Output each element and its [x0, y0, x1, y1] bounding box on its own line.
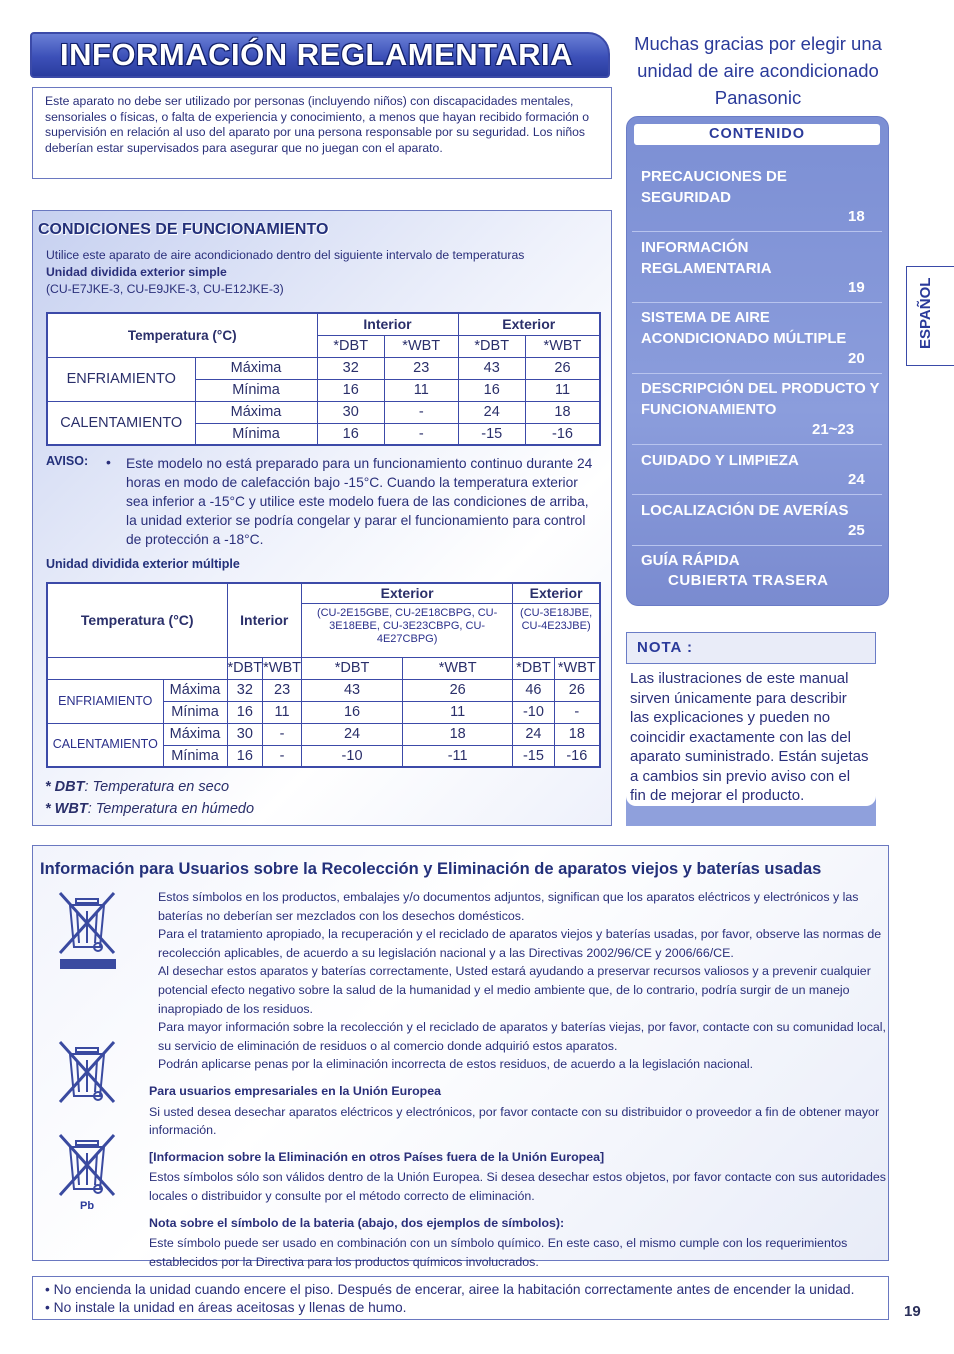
weee-bin-bar-icon — [56, 887, 122, 973]
toc-page: 20 — [848, 350, 865, 367]
toc-label: SISTEMA DE AIRE ACONDICIONADO MÚLTIPLE — [641, 310, 847, 347]
note-heading: NOTA : — [626, 632, 876, 664]
t2-temp-header: Temperatura (°C) — [47, 583, 227, 657]
disposal-paragraph: Para el tratamiento apropiado, la recuperación y el reciclado de aparatos viejos y baterías usadas, por favor, observe las normas de recolección aplicables, de acuerdo a su legislación nacional y a las Directivas 2002/96/CE y 2006/66/CE. — [158, 927, 882, 960]
toc-label: LOCALIZACIÓN DE AVERÍAS — [641, 502, 849, 519]
table-cell: - — [384, 423, 458, 445]
table-cell: - — [263, 745, 302, 767]
aviso-bullet: • — [106, 454, 111, 470]
table-cell: 23 — [263, 679, 302, 701]
contents-heading: CONTENIDO — [634, 124, 880, 145]
t2-dbt: *DBT — [513, 657, 554, 679]
note-text: Las ilustraciones de este manual sirven únicamente para describir las explicaciones y pueden no coincidir exactamente con las del aparato suministrado. Están sujetas a cambios sin previo aviso con el fin de mejorar el producto. — [630, 670, 869, 804]
table-cell: 26 — [403, 679, 513, 701]
def-dbt-text: : Temperatura en seco — [84, 779, 230, 795]
language-label: ESPAÑOL — [917, 277, 934, 349]
t2-dbt: *DBT — [227, 657, 263, 679]
toc-page: 18 — [848, 208, 865, 225]
def-wbt-term: * WBT — [45, 801, 88, 817]
table-cell: -11 — [403, 745, 513, 767]
t2-max-label: Máxima — [163, 723, 227, 745]
multi-unit-label: Unidad dividida exterior múltiple — [46, 557, 240, 571]
outside-eu-heading: [Informacion sobre la Eliminación en otros Países fuera de la Unión Europea] — [149, 1149, 605, 1164]
t1-min-label: Mínima — [195, 423, 317, 445]
t2-dbt: *DBT — [302, 657, 403, 679]
t1-max-label: Máxima — [195, 357, 317, 379]
table-cell: 43 — [302, 679, 403, 701]
abbreviation-definitions — [45, 776, 254, 820]
t1-exterior-header: Exterior — [458, 313, 600, 335]
disposal-paragraph: Estos símbolos en los productos, embalajes y/o documentos adjuntos, significan que los aparatos eléctricos y electrónicos y las baterías no deberían ser mezclados con los desechos domésticos. — [158, 890, 859, 923]
t2-max-label: Máxima — [163, 679, 227, 701]
toc-divider — [632, 302, 882, 303]
toc-divider — [632, 444, 882, 445]
table-cell: - — [554, 701, 600, 723]
language-tab — [906, 266, 954, 366]
disposal-subsections — [149, 1082, 889, 1271]
t2-min-label: Mínima — [163, 701, 227, 723]
toc-divider — [632, 494, 882, 495]
toc-page: CUBIERTA TRASERA — [668, 572, 829, 589]
multi-unit-table — [46, 582, 601, 768]
t2-wbt: *WBT — [403, 657, 513, 679]
table-cell: -16 — [554, 745, 600, 767]
table-cell: 30 — [317, 401, 384, 423]
t2-models-a: (CU-2E15GBE, CU-2E18CBPG, CU-3E18EBE, CU-3E23CBPG, CU-4E27CBPG) — [302, 603, 513, 657]
def-wbt-text: : Temperatura en húmedo — [87, 801, 255, 817]
disposal-paragraph: Al desechar estos aparatos y baterías correctamente, Usted estará ayudando a preservar recursos valiosos y a prevenir cualquier potencial efecto negativo sobre la salud de la humanidad y el medio ambiente que, de lo contrario, podría surgir de un manejo inapropiado de los residuos. — [158, 964, 871, 1016]
t1-min-label: Mínima — [195, 379, 317, 401]
table-cell: 24 — [513, 723, 554, 745]
table-cell: 23 — [384, 357, 458, 379]
toc-label: PRECAUCIONES DE SEGURIDAD — [641, 168, 787, 206]
table-cell: - — [384, 401, 458, 423]
toc-page: 24 — [848, 471, 865, 488]
t1-cooling-label: ENFRIAMIENTO — [47, 357, 195, 401]
toc-item-regulatory[interactable] — [641, 237, 883, 279]
table-cell: 30 — [227, 723, 263, 745]
table-cell: -16 — [525, 423, 600, 445]
t2-cooling-label: ENFRIAMIENTO — [47, 679, 163, 723]
table-cell: 26 — [554, 679, 600, 701]
table-cell: 16 — [317, 423, 384, 445]
table-cell: 43 — [458, 357, 525, 379]
table-cell: 46 — [513, 679, 554, 701]
single-unit-label: Unidad dividida exterior simple — [46, 265, 227, 279]
table-cell: 24 — [458, 401, 525, 423]
table-cell: 24 — [302, 723, 403, 745]
t1-max-label: Máxima — [195, 401, 317, 423]
t2-interior-header: Interior — [227, 583, 302, 657]
outside-eu-text: Estos símbolos sólo son válidos dentro de la Unión Europea. Si desea desechar estos objetos, por favor contacte con sus autoridades locales o distribuidor y consulte por el método correcto de eliminación. — [149, 1170, 886, 1203]
t1-dbt: *DBT — [317, 335, 384, 357]
lead-symbol-label: Pb — [80, 1200, 95, 1212]
page-number: 19 — [904, 1303, 921, 1320]
table-cell: - — [263, 723, 302, 745]
toc-divider — [632, 231, 882, 232]
table-cell: -10 — [513, 701, 554, 723]
conditions-intro — [46, 247, 601, 298]
toc-item-multi-system[interactable] — [641, 308, 883, 350]
toc-page: 19 — [848, 279, 865, 296]
warning-line: • No instale la unidad en áreas aceitosas y llenas de humo. — [45, 1300, 407, 1315]
t2-models-b: (CU-3E18JBE, CU-4E23JBE) — [513, 603, 600, 657]
table-cell: -15 — [513, 745, 554, 767]
single-unit-table — [46, 312, 601, 446]
toc-item-quick-guide[interactable] — [641, 550, 883, 571]
toc-item-troubleshooting[interactable] — [641, 500, 883, 521]
table-cell: 26 — [525, 357, 600, 379]
toc-label: INFORMACIÓN REGLAMENTARIA — [641, 239, 772, 277]
table-cell: 16 — [458, 379, 525, 401]
disposal-body — [158, 888, 886, 1074]
weee-bin-icon — [56, 1040, 122, 1106]
t1-interior-header: Interior — [317, 313, 458, 335]
t1-wbt: *WBT — [384, 335, 458, 357]
toc-item-description[interactable] — [641, 379, 883, 421]
conditions-intro-text: Utilice este aparato de aire acondicionado dentro del siguiente intervalo de temperaturas — [46, 248, 525, 262]
table-cell: -15 — [458, 423, 525, 445]
table-cell: 11 — [384, 379, 458, 401]
table-cell: 18 — [554, 723, 600, 745]
table-cell: 18 — [525, 401, 600, 423]
toc-label: DESCRIPCIÓN DEL PRODUCTO Y FUNCIONAMIENTO — [641, 381, 880, 418]
t1-temp-header: Temperatura (°C) — [47, 313, 317, 357]
table-cell: 16 — [227, 745, 263, 767]
battery-note-text: Este símbolo puede ser usado en combinación con un símbolo químico. En este caso, el mismo cumple con los requerimientos establecidos por la Directiva para los productos químicos involucrados. — [149, 1236, 848, 1269]
def-dbt-term: * DBT — [45, 779, 85, 795]
usage-notice: Este aparato no debe ser utilizado por personas (incluyendo niños) con discapacidades mentales, sensoriales o físicas, o falta de experiencia y conocimiento, a menos que hayan recibido formación o supervisión en relación al uso del aparato por una persona responsable por su seguridad. Los niños deberían estar supervisados para asegurar que no juegan con el aparato. — [32, 87, 612, 179]
warning-line: • No encienda la unidad cuando encere el piso. Después de encerar, airee la habitación correctamente antes de encender la unidad. — [45, 1282, 855, 1297]
t2-exterior-b-header: Exterior — [513, 583, 600, 603]
page-title-banner — [30, 32, 610, 78]
table-cell: 11 — [263, 701, 302, 723]
business-users-text: Si usted desea desechar aparatos eléctricos y electrónicos, por favor contacte con su distribuidor o proveedor a fin de obtener mayor información. — [149, 1104, 880, 1138]
toc-label: GUÍA RÁPIDA — [641, 552, 740, 569]
toc-item-care[interactable] — [641, 450, 883, 471]
t2-heating-label: CALENTAMIENTO — [47, 723, 163, 767]
toc-label: CUIDADO Y LIMPIEZA — [641, 452, 799, 469]
disposal-paragraph: Para mayor información sobre la recolección y el reciclado de aparatos y baterías viejas, por favor, contacte con su comunidad local, su servicio de eliminación de residuos o al comercio donde adquirió estos aparatos. — [158, 1020, 886, 1053]
battery-note-heading: Nota sobre el símbolo de la bateria (abajo, dos ejemplos de símbolos): — [149, 1215, 565, 1230]
thank-you-message: Muchas gracias por elegir una unidad de aire acondicionado Panasonic — [634, 33, 882, 108]
aviso-label: AVISO: — [46, 454, 89, 468]
table-cell: 18 — [403, 723, 513, 745]
disposal-heading: Información para Usuarios sobre la Recolección y Eliminación de aparatos viejos y baterías usadas — [40, 860, 822, 878]
table-cell: 32 — [227, 679, 263, 701]
page-title: INFORMACIÓN REGLAMENTARIA — [60, 37, 574, 72]
toc-divider — [632, 373, 882, 374]
t1-wbt: *WBT — [525, 335, 600, 357]
t2-min-label: Mínima — [163, 745, 227, 767]
disposal-paragraph: Podrán aplicarse penas por la eliminación incorrecta de estos residuos, de acuerdo a la legislación nacional. — [158, 1057, 754, 1072]
table-cell: 11 — [403, 701, 513, 723]
table-cell: 16 — [317, 379, 384, 401]
toc-item-safety[interactable] — [641, 166, 883, 208]
table-cell: -10 — [302, 745, 403, 767]
table-cell: 16 — [227, 701, 263, 723]
toc-page: 25 — [848, 522, 865, 539]
business-users-heading: Para usuarios empresariales en la Unión Europea — [149, 1084, 441, 1098]
aviso-text: Este modelo no está preparado para un funcionamiento continuo durante 24 horas en modo de calefacción bajo -15°C. Cuando la temperatura exterior sea inferior a -15°C y utilice este modelo fuera de las condiciones de arriba, la unidad exterior se podría congelar y parar el funcionamiento para control de protección a -18°C. — [126, 456, 593, 547]
toc-page: 21~23 — [812, 421, 855, 438]
operating-conditions-heading: CONDICIONES DE FUNCIONAMIENTO — [38, 221, 329, 238]
toc-divider — [632, 545, 882, 546]
battery-bin-icon — [56, 1133, 122, 1199]
t1-heating-label: CALENTAMIENTO — [47, 401, 195, 445]
t1-dbt: *DBT — [458, 335, 525, 357]
t2-wbt: *WBT — [554, 657, 600, 679]
floor-warning-box — [32, 1276, 889, 1320]
single-unit-models: (CU-E7JKE-3, CU-E9JKE-3, CU-E12JKE-3) — [46, 282, 284, 296]
table-cell: 32 — [317, 357, 384, 379]
table-cell: 16 — [302, 701, 403, 723]
t2-wbt: *WBT — [263, 657, 302, 679]
t2-exterior-a-header: Exterior — [302, 583, 513, 603]
table-cell: 11 — [525, 379, 600, 401]
